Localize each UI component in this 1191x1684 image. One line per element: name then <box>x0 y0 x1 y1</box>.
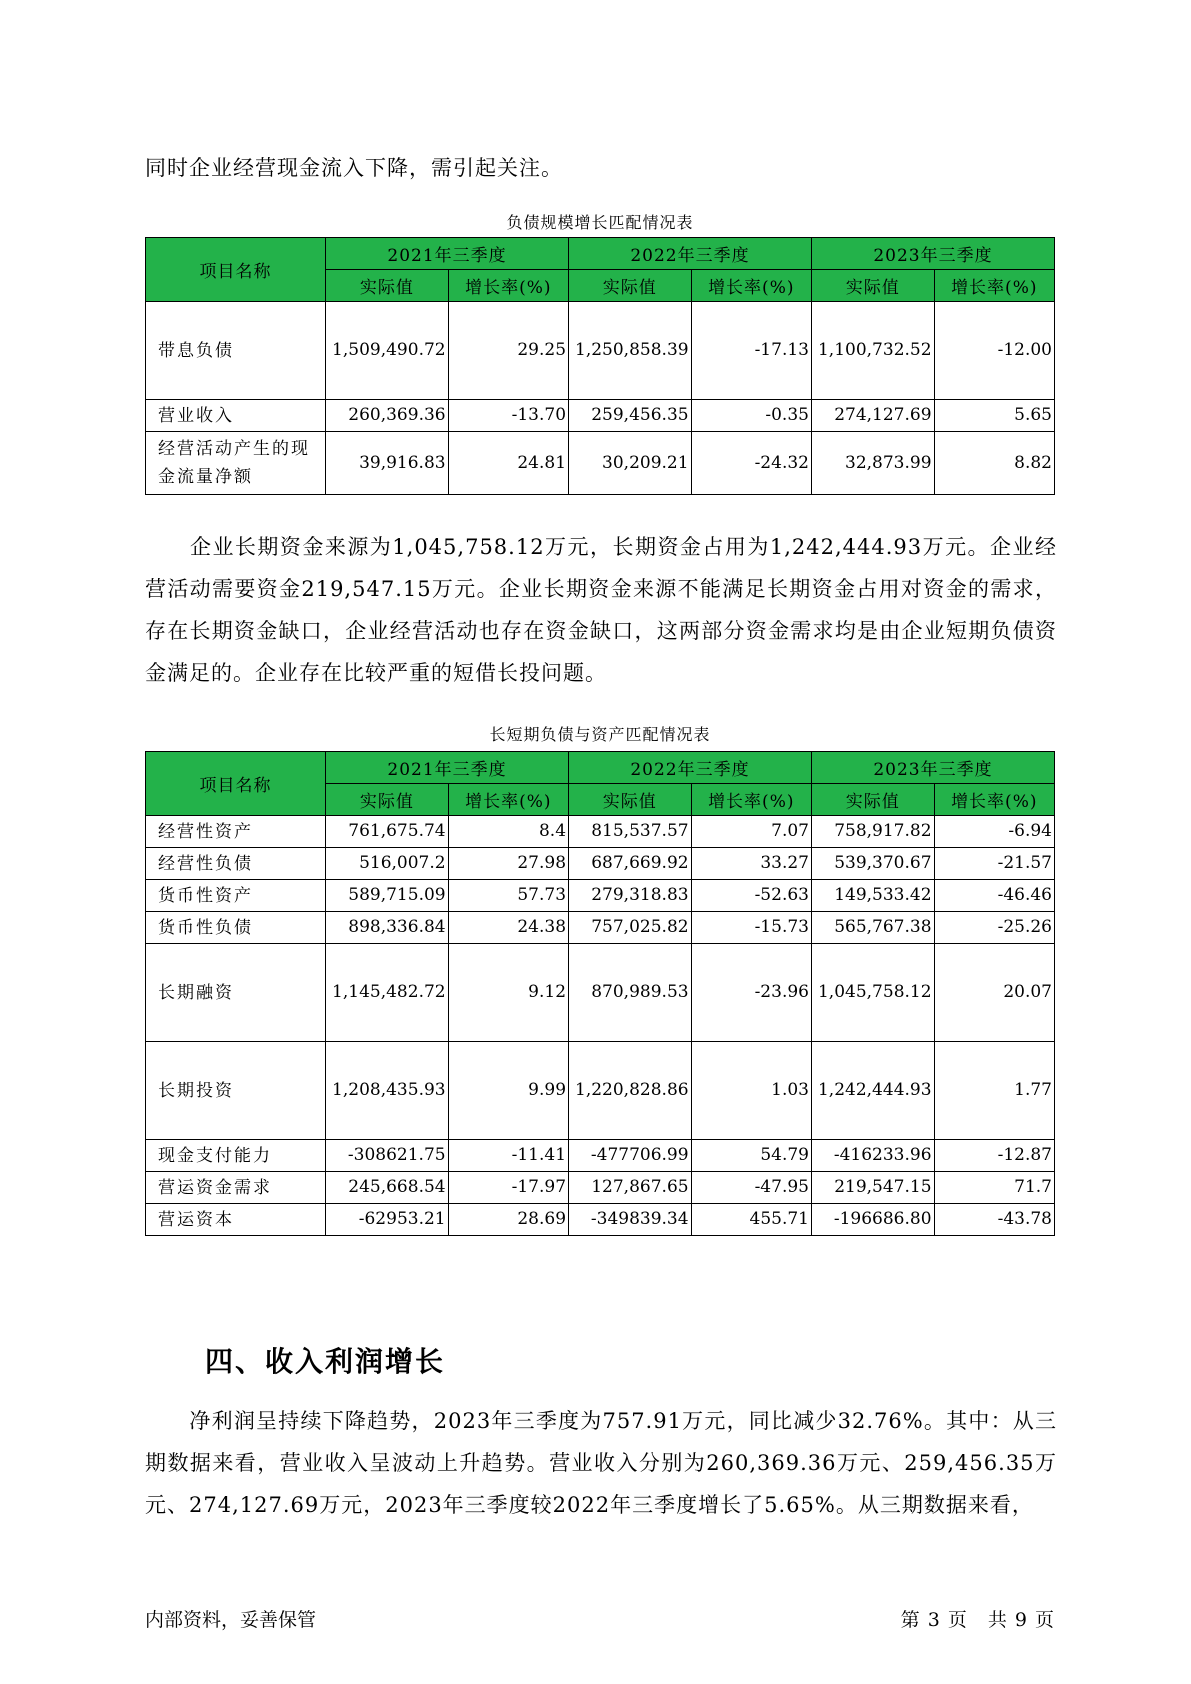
row-label: 营运资本 <box>146 1204 326 1236</box>
table-row <box>146 400 1055 432</box>
row-label: 营业收入 <box>146 400 326 432</box>
cell-growth: 20.07 <box>934 944 1054 1042</box>
table-row <box>146 848 1055 880</box>
cell-growth: 1.03 <box>691 1042 811 1140</box>
paragraph-revenue-profit: 净利润呈持续下降趋势，2023年三季度为757.91万元，同比减少32.76%。其中：从三期数据来看，营业收入呈波动上升趋势。营业收入分别为260,369.36万元、259,456.35万元、274,127.69万元，2023年三季度较2022年三季度增长了5.65%。从三期数据来看， <box>145 1409 1057 1517</box>
cell-actual: 1,145,482.72 <box>326 944 449 1042</box>
cell-growth: -23.96 <box>691 944 811 1042</box>
cell-growth: 9.12 <box>448 944 568 1042</box>
cell-growth: -0.35 <box>691 400 811 432</box>
cell-growth: -43.78 <box>934 1204 1054 1236</box>
header-growth: 增长率(%) <box>934 270 1054 302</box>
page-number: 第 3 页 共 9 页 <box>900 1609 1055 1631</box>
header-actual: 实际值 <box>569 270 692 302</box>
header-actual: 实际值 <box>326 784 449 816</box>
cell-growth: -12.87 <box>934 1140 1054 1172</box>
cell-actual: 1,220,828.86 <box>569 1042 692 1140</box>
header-growth: 增长率(%) <box>934 784 1054 816</box>
header-item-name: 项目名称 <box>146 238 326 302</box>
header-period-2022: 2022年三季度 <box>569 752 812 784</box>
section-heading: 四、收入利润增长 <box>205 1345 446 1378</box>
cell-actual: 39,916.83 <box>326 432 449 495</box>
cell-growth: 8.4 <box>448 816 568 848</box>
table1-caption: 负债规模增长匹配情况表 <box>506 213 694 232</box>
cell-actual: 1,509,490.72 <box>326 302 449 400</box>
cell-actual: 32,873.99 <box>811 432 934 495</box>
cell-actual: 259,456.35 <box>569 400 692 432</box>
row-label: 经营性资产 <box>146 816 326 848</box>
cell-growth: -12.00 <box>934 302 1054 400</box>
cell-growth: 27.98 <box>448 848 568 880</box>
cell-growth: 71.7 <box>934 1172 1054 1204</box>
row-label: 长期融资 <box>146 944 326 1042</box>
header-period-2023: 2023年三季度 <box>811 238 1054 270</box>
header-actual: 实际值 <box>326 270 449 302</box>
cell-actual: -308621.75 <box>326 1140 449 1172</box>
cell-growth: -47.95 <box>691 1172 811 1204</box>
cell-growth: -24.32 <box>691 432 811 495</box>
row-label: 带息负债 <box>146 302 326 400</box>
table-row <box>146 432 1055 495</box>
cell-growth: 29.25 <box>448 302 568 400</box>
intro-line: 同时企业经营现金流入下降，需引起关注。 <box>145 156 563 180</box>
cell-actual: 1,242,444.93 <box>811 1042 934 1140</box>
cell-growth: 28.69 <box>448 1204 568 1236</box>
debt-scale-table <box>145 237 1055 495</box>
cell-actual: 539,370.67 <box>811 848 934 880</box>
cell-actual: 815,537.57 <box>569 816 692 848</box>
cell-actual: -349839.34 <box>569 1204 692 1236</box>
cell-actual: 1,045,758.12 <box>811 944 934 1042</box>
cell-growth: -46.46 <box>934 880 1054 912</box>
header-growth: 增长率(%) <box>448 784 568 816</box>
cell-actual: 260,369.36 <box>326 400 449 432</box>
row-label: 长期投资 <box>146 1042 326 1140</box>
cell-growth: 8.82 <box>934 432 1054 495</box>
cell-actual: 127,867.65 <box>569 1172 692 1204</box>
header-actual: 实际值 <box>811 270 934 302</box>
cell-growth: 455.71 <box>691 1204 811 1236</box>
cell-growth: 24.81 <box>448 432 568 495</box>
debt-asset-match-table <box>145 751 1055 1236</box>
table-row <box>146 912 1055 944</box>
cell-growth: 5.65 <box>934 400 1054 432</box>
cell-growth: -52.63 <box>691 880 811 912</box>
header-period-2021: 2021年三季度 <box>326 238 569 270</box>
header-growth: 增长率(%) <box>691 784 811 816</box>
cell-actual: 516,007.2 <box>326 848 449 880</box>
cell-growth: 24.38 <box>448 912 568 944</box>
cell-actual: 1,250,858.39 <box>569 302 692 400</box>
cell-growth: -21.57 <box>934 848 1054 880</box>
table-row <box>146 1140 1055 1172</box>
cell-actual: 1,208,435.93 <box>326 1042 449 1140</box>
header-period-2021: 2021年三季度 <box>326 752 569 784</box>
cell-actual: 279,318.83 <box>569 880 692 912</box>
table2-caption: 长短期负债与资产匹配情况表 <box>489 725 711 744</box>
cell-growth: 9.99 <box>448 1042 568 1140</box>
header-period-2022: 2022年三季度 <box>569 238 812 270</box>
cell-actual: 1,100,732.52 <box>811 302 934 400</box>
header-item-name: 项目名称 <box>146 752 326 816</box>
row-label: 营运资金需求 <box>146 1172 326 1204</box>
cell-growth: -17.97 <box>448 1172 568 1204</box>
cell-growth: 7.07 <box>691 816 811 848</box>
cell-actual: 149,533.42 <box>811 880 934 912</box>
header-actual: 实际值 <box>811 784 934 816</box>
table-row <box>146 880 1055 912</box>
row-label: 经营性负债 <box>146 848 326 880</box>
cell-growth: -6.94 <box>934 816 1054 848</box>
table-row <box>146 302 1055 400</box>
cell-growth: -17.13 <box>691 302 811 400</box>
cell-actual: 758,917.82 <box>811 816 934 848</box>
row-label: 经营活动产生的现金流量净额 <box>146 432 326 495</box>
header-actual: 实际值 <box>569 784 692 816</box>
cell-actual: 589,715.09 <box>326 880 449 912</box>
table-row <box>146 1172 1055 1204</box>
table-row <box>146 944 1055 1042</box>
cell-growth: -11.41 <box>448 1140 568 1172</box>
cell-actual: -196686.80 <box>811 1204 934 1236</box>
cell-actual: -62953.21 <box>326 1204 449 1236</box>
cell-actual: 870,989.53 <box>569 944 692 1042</box>
row-label: 货币性资产 <box>146 880 326 912</box>
cell-actual: 30,209.21 <box>569 432 692 495</box>
cell-growth: 1.77 <box>934 1042 1054 1140</box>
cell-actual: 687,669.92 <box>569 848 692 880</box>
cell-growth: -25.26 <box>934 912 1054 944</box>
table-row <box>146 1042 1055 1140</box>
cell-actual: 219,547.15 <box>811 1172 934 1204</box>
cell-growth: 57.73 <box>448 880 568 912</box>
header-growth: 增长率(%) <box>691 270 811 302</box>
cell-growth: 54.79 <box>691 1140 811 1172</box>
table-row <box>146 816 1055 848</box>
table-row <box>146 1204 1055 1236</box>
cell-actual: 757,025.82 <box>569 912 692 944</box>
cell-actual: 274,127.69 <box>811 400 934 432</box>
cell-growth: 33.27 <box>691 848 811 880</box>
header-growth: 增长率(%) <box>448 270 568 302</box>
cell-actual: 761,675.74 <box>326 816 449 848</box>
cell-actual: 898,336.84 <box>326 912 449 944</box>
footer-confidential-note: 内部资料，妥善保管 <box>145 1609 317 1631</box>
cell-growth: -15.73 <box>691 912 811 944</box>
row-label: 现金支付能力 <box>146 1140 326 1172</box>
row-label: 货币性负债 <box>146 912 326 944</box>
cell-growth: -13.70 <box>448 400 568 432</box>
cell-actual: 565,767.38 <box>811 912 934 944</box>
cell-actual: 245,668.54 <box>326 1172 449 1204</box>
paragraph-long-term-funding: 企业长期资金来源为1,045,758.12万元，长期资金占用为1,242,444.93万元。企业经营活动需要资金219,547.15万元。企业长期资金来源不能满足长期资金占用对资金的需求，存在长期资金缺口，企业经营活动也存在资金缺口，这两部分资金需求均是由企业短期负债资金满足的。企业存在比较严重的短借长投问题。 <box>145 535 1057 685</box>
header-period-2023: 2023年三季度 <box>811 752 1054 784</box>
cell-actual: -477706.99 <box>569 1140 692 1172</box>
cell-actual: -416233.96 <box>811 1140 934 1172</box>
